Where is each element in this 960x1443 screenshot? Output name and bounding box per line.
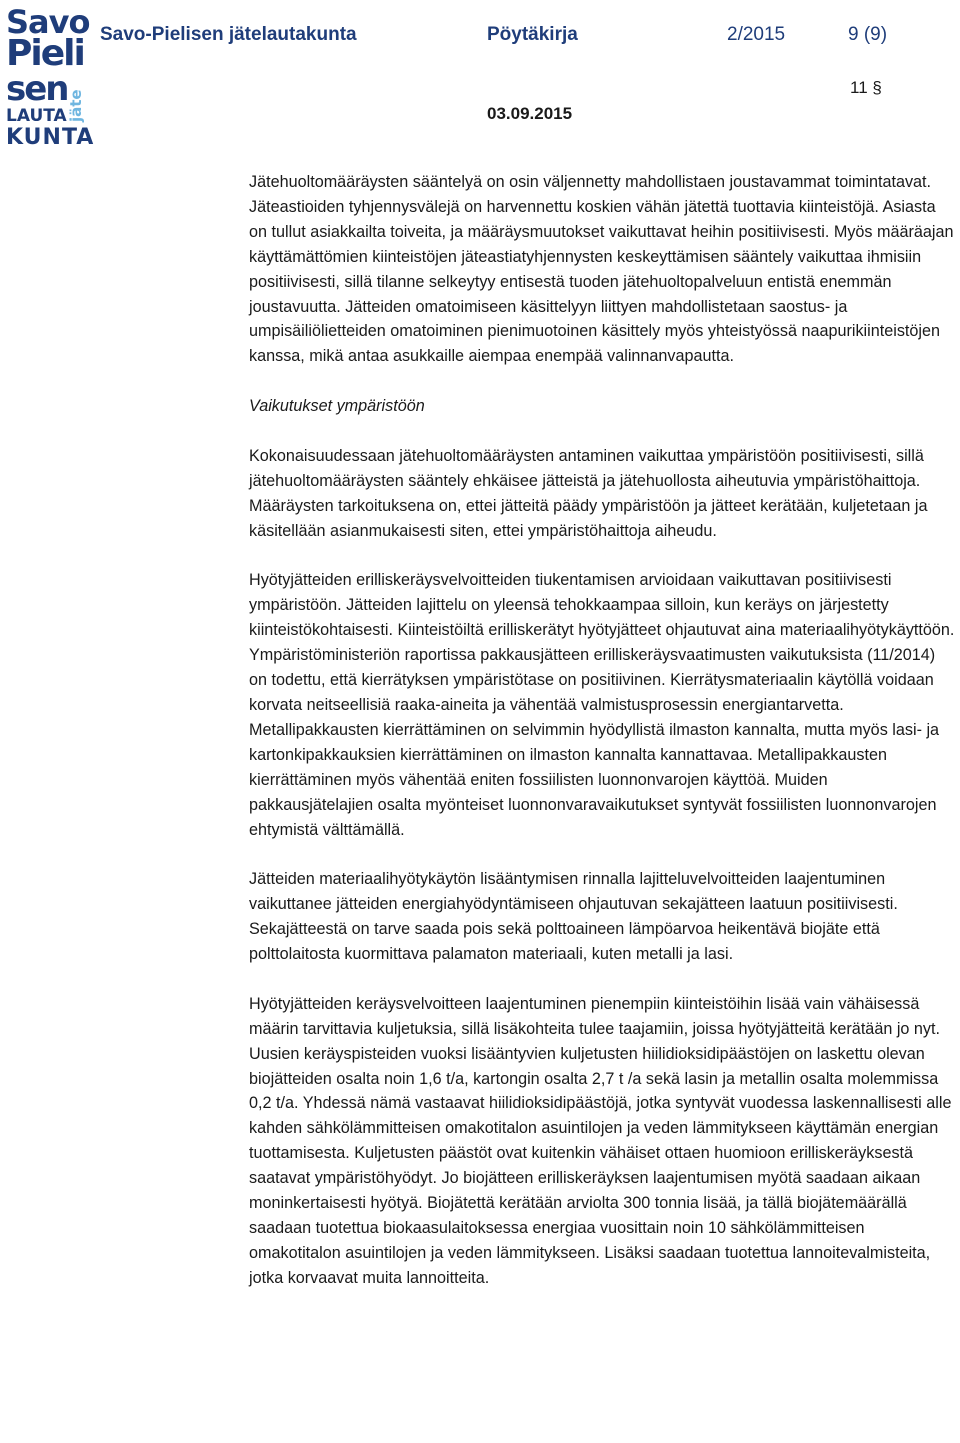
paragraph-3: Hyötyjätteiden erilliskeräysvelvoitteiden tiukentamisen arvioidaan vaikuttavan positiivisesti ympäristöön. Jätteiden lajittelu on yleensä tehokkaampaa silloin, kun keräys on järjestetty kiinteistökohtaisesti. Kiinteistöiltä erilliskerätyt hyötyjätteet ohjautuvat aina materiaalihyötykäyttöön. Ympäristöministeriön raportissa pakkausjätteen erilliskeräysvaatimusten vaikutuksista (11/2014) on todettu, että kierrätyksen ympäristötase on positiivinen. Kierrätysmateriaalin käytöllä voidaan korvata neitseellisiä raaka-aineita ja vähentää valmistusprosessin energiantarvetta. Metallipakkausten kierrättäminen on selvimmin hyödyllistä ilmaston kannalta, mutta myös lasi- ja kartonkipakkauksien kierrättäminen on ilmaston kannalta kannattavaa. Metallipakkausten kierrättäminen myös vähentää eniten fossiilisten luonnonvarojen käyttöä. Muiden pakkausjätelajien osalta myönteiset luonnonvaravaikutukset syntyvät fossiilisten luonnonvarojen ehtymistä välttämällä. — [249, 571, 955, 839]
paragraph-1: Jätehuoltomääräysten sääntelyä on osin väljennetty mahdollistaen joustavammat toimintatavat. Jäteastioiden tyhjennysvälejä on harvennettu koskien vähän jätettä tuottavia kiinteistöjä. Asiasta on tullut asiakkailta toiveita, ja määräysmuutokset vaikuttavat heihin positiivisesti. Myös määräajan käyttämättömien kiinteistöjen jäteastiatyhjennysten keskeyttämisen sääntely vaikuttaa ihmisiin positiivisesti, sillä tilanne selkeytyy entisestä tuoden jätehuoltopalveluun entistä enemmän joustavuutta. Jätteiden omatoimiseen käsittelyyn liittyen mahdollistetaan saostus- ja umpisäiliölietteiden omatoiminen pienimuotoinen käsittely myös yhteistyössä naapurikiinteistöjen kanssa, mikä antaa asukkaille aiempaa enempää valinnanvapautta. — [249, 173, 954, 366]
document-body — [249, 170, 956, 1316]
logo-text-sen: sen — [6, 69, 68, 109]
document-number: 2/2015 — [727, 24, 786, 45]
logo-text-kunta: KUNTA — [6, 125, 95, 150]
logo-text-jate: jäte — [67, 89, 85, 122]
section-heading: Vaikutukset ympäristöön — [249, 397, 425, 416]
logo-text-savo: Savo — [6, 3, 90, 41]
logo-text-lauta: LAUTA — [6, 106, 67, 126]
paragraph-4: Jätteiden materiaalihyötykäytön lisääntymisen rinnalla lajitteluvelvoitteiden laajentuminen vaikuttanee jätteiden energiahyödyntämiseen ohjautuvan sekajätteen laatuun positiivisesti. Sekajätteestä on tarve saada pois sekä polttoaineen lämpöarvoa heikentävä biojäte että polttolaitosta kuormittava palamaton materiaali, kuten metalli ja lasi. — [249, 870, 898, 964]
section-number: 11 § — [850, 78, 882, 97]
paragraph-5: Hyötyjätteiden keräysvelvoitteen laajentuminen pienempiin kiinteistöihin lisää vain vähäisessä määrin tarvittavia kuljetuksia, sillä lisäkohteita tulee taajamiin, joissa hyötyjätteitä kerätään jo nyt. Uusien keräyspisteiden vuoksi lisääntyvien kuljetusten hiilidioksidipäästöjen on laskettu olevan biojätteiden osalta noin 1,6 t/a, kartongin osalta 2,7 t /a sekä lasin ja metallin osalta molemmissa 0,2 t/a. Yhdessä nämä vastaavat hiilidioksidipäästöjä, jotka syntyvät vuodessa laskennallisesti alle kahden sähkölämmitteisen omakotitalon asuintilojen ja veden lämmitykseen käyttämän energian tuottamisesta. Kuljetusten päästöt ovat kuitenkin vähäiset ottaen huomioon erilliskeräyksestä saatavat ympäristöhyödyt. Jo biojätteen erilliskeräyksen laajentumisen myötä saadaan aikaan moninkertaisesti hyötyä. Biojätettä kerätään arviolta 300 tonnia lisää, ja tällä biojätemäärällä saadaan tuotettua biokaasulaitoksessa energiaa vuosittain noin 10 sähkölämmitteisen omakotitalon asuintilojen ja veden lämmitykseen. Lisäksi saadaan tuotettua lannoitevalmisteita, jotka korvaavat muita lannoitteita. — [249, 994, 952, 1287]
page-number: 9 (9) — [848, 24, 888, 45]
page-header — [100, 24, 900, 54]
document-type: Pöytäkirja — [487, 24, 578, 45]
org-logo — [6, 3, 95, 154]
logo-text-pieli: Pieli — [6, 33, 84, 74]
meeting-date: 03.09.2015 — [487, 104, 573, 123]
organization-name: Savo-Pielisen jätelautakunta — [100, 24, 357, 45]
paragraph-2: Kokonaisuudessaan jätehuoltomääräysten antaminen vaikuttaa ympäristöön positiivisesti, sillä jätehuoltomääräysten sääntely ehkäisee jätteistä ja jätehuollosta aiheutuvia ympäristöhaittoja. Määräysten tarkoituksena on, ettei jätteitä päädy ympäristöön ja jätteet kerätään, kuljetetaan ja käsitellään asianmukaisesti siten, ettei ympäristöhaittoja aiheudu. — [249, 446, 928, 540]
